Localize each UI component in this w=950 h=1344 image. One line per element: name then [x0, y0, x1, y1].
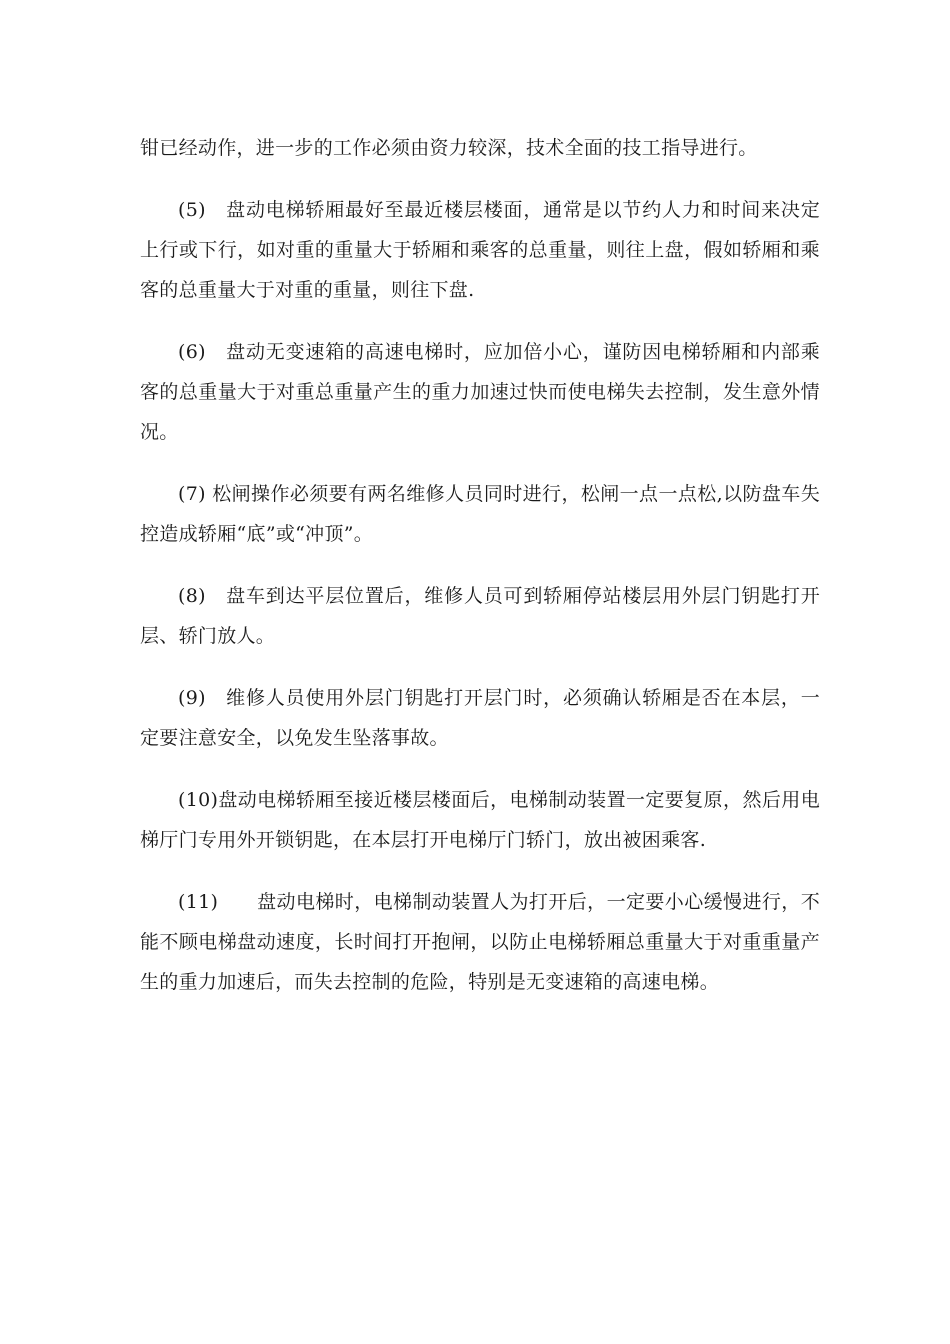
paragraph-item-8: (8) 盘车到达平层位置后，维修人员可到轿厢停站楼层用外层门钥匙打开层、轿门放人。 [140, 585, 820, 647]
paragraph-item-9: (9) 维修人员使用外层门钥匙打开层门时，必须确认轿厢是否在本层，一定要注意安全，以免发生坠落事故。 [140, 687, 820, 749]
paragraph-item-5: (5) 盘动电梯轿厢最好至最近楼层楼面，通常是以节约人力和时间来决定上行或下行，如对重的重量大于轿厢和乘客的总重量，则往上盘，假如轿厢和乘客的总重量大于对重的重量，则往下盘. [140, 199, 820, 301]
paragraph-item-10: (10)盘动电梯轿厢至接近楼层楼面后，电梯制动装置一定要复原，然后用电梯厅门专用外开锁钥匙，在本层打开电梯厅门轿门，放出被困乘客. [140, 789, 820, 851]
paragraph-item-7: (7) 松闸操作必须要有两名维修人员同时进行，松闸一点一点松,以防盘车失控造成轿厢“底”或“冲顶”。 [140, 483, 820, 545]
paragraph-continuation: 钳已经动作，进一步的工作必须由资力较深，技术全面的技工指导进行。 [140, 137, 758, 159]
document-body [140, 128, 820, 1024]
paragraph-item-11: (11) 盘动电梯时，电梯制动装置人为打开后，一定要小心缓慢进行，不能不顾电梯盘动速度，长时间打开抱闸，以防止电梯轿厢总重量大于对重重量产生的重力加速后，而失去控制的危险，特别是无变速箱的高速电梯。 [140, 891, 820, 993]
paragraph-item-6: (6) 盘动无变速箱的高速电梯时，应加倍小心，谨防因电梯轿厢和内部乘客的总重量大于对重总重量产生的重力加速过快而使电梯失去控制，发生意外情况。 [140, 341, 820, 443]
